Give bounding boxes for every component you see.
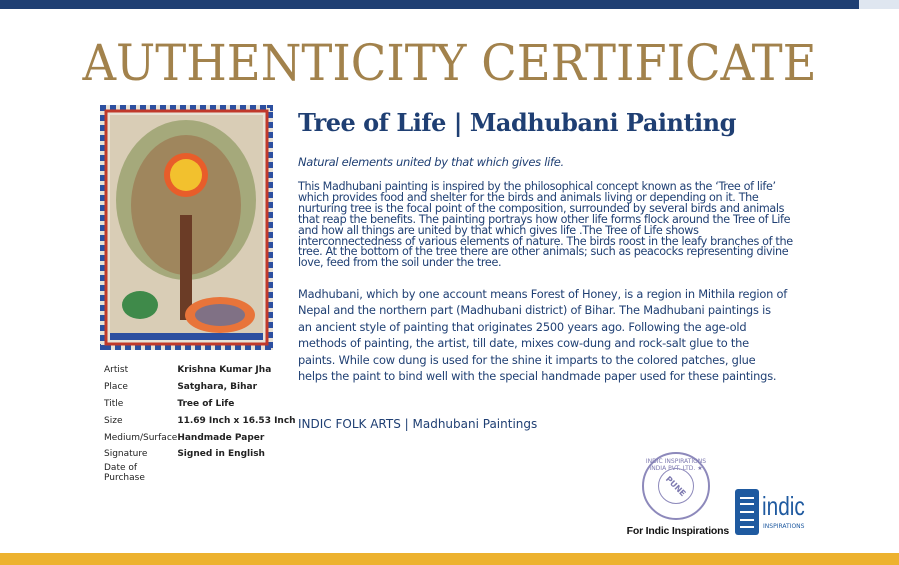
logo-subtitle: INSPIRATIONS xyxy=(763,523,805,530)
detail-row xyxy=(104,379,296,396)
detail-label: Date of Purchase xyxy=(104,462,145,483)
certificate-title: AUTHENTICITY CERTIFICATE xyxy=(82,34,817,92)
detail-row xyxy=(104,412,296,429)
detail-value: Satghara, Bihar xyxy=(177,382,258,393)
detail-label: Size xyxy=(104,415,123,426)
detail-value: Tree of Life xyxy=(177,398,235,409)
stamp-ring-text: INDIC INSPIRATIONS INDIA PVT. LTD. ★ xyxy=(645,458,707,472)
detail-row xyxy=(104,463,296,483)
bottom-bar xyxy=(0,553,899,565)
detail-value: Krishna Kumar Jha xyxy=(177,365,272,376)
detail-row xyxy=(104,396,296,413)
madhubani-about: Madhubani, which by one account means Forest of Honey, is a region in Mithila region of Nepal and the northern part (Madhubani district) of Bihar. The Madhubani paintings is an ancient style of painting that originates 2500 years ago. Following the age-old methods of painting, the artist, till date, mixes cow-dung and rock-salt glue to the paints. While cow dung is used for the shine it imparts to the colored patches, glue helps the paint to bind well with the special handmade paper used for these paintings. xyxy=(298,287,788,384)
artwork-heading: Tree of Life | Madhubani Painting xyxy=(298,108,736,137)
stamp-center-text: PUNE xyxy=(651,461,702,512)
detail-value: 11.69 Inch x 16.53 Inch xyxy=(177,415,296,426)
detail-row xyxy=(104,362,296,379)
detail-label: Artist xyxy=(104,365,129,376)
artwork-description: This Madhubani painting is inspired by the philosophical concept known as the ‘Tree of life’ which provides food and shelter for the birds and animals living or depending on it. The nurturing tree is the focal point of the composition, surrounded by several birds and animals that reap the benefits. The painting portrays how other life forms flock around the Tree of Life and how all things are united by that which gives life .The Tree of Life shows interconnectedness of various elements of nature. The birds roost in the leafy branches of the tree. At the bottom of the tree there are other animals; such as peacocks representing divine love, feed from the soil under the tree. xyxy=(298,180,793,270)
indic-logo xyxy=(735,489,805,537)
detail-label: Signature xyxy=(104,449,148,460)
pillar-icon xyxy=(735,489,759,535)
painting-image xyxy=(100,105,273,350)
logo-word: indic xyxy=(762,491,805,521)
detail-value xyxy=(177,463,295,483)
detail-row xyxy=(104,429,296,446)
detail-row xyxy=(104,446,296,463)
company-stamp xyxy=(642,452,710,520)
brand-line: INDIC FOLK ARTS | Madhubani Paintings xyxy=(298,417,538,431)
detail-value: Signed in English xyxy=(177,449,265,460)
detail-label: Title xyxy=(104,398,124,409)
details-table xyxy=(104,362,296,483)
artwork-tagline: Natural elements united by that which gives life. xyxy=(298,155,564,169)
top-bar xyxy=(0,0,899,9)
signatory: For Indic Inspirations xyxy=(626,525,729,537)
detail-label: Medium/Surface xyxy=(104,432,178,443)
detail-label: Place xyxy=(104,382,128,393)
detail-value: Handmade Paper xyxy=(177,432,265,443)
